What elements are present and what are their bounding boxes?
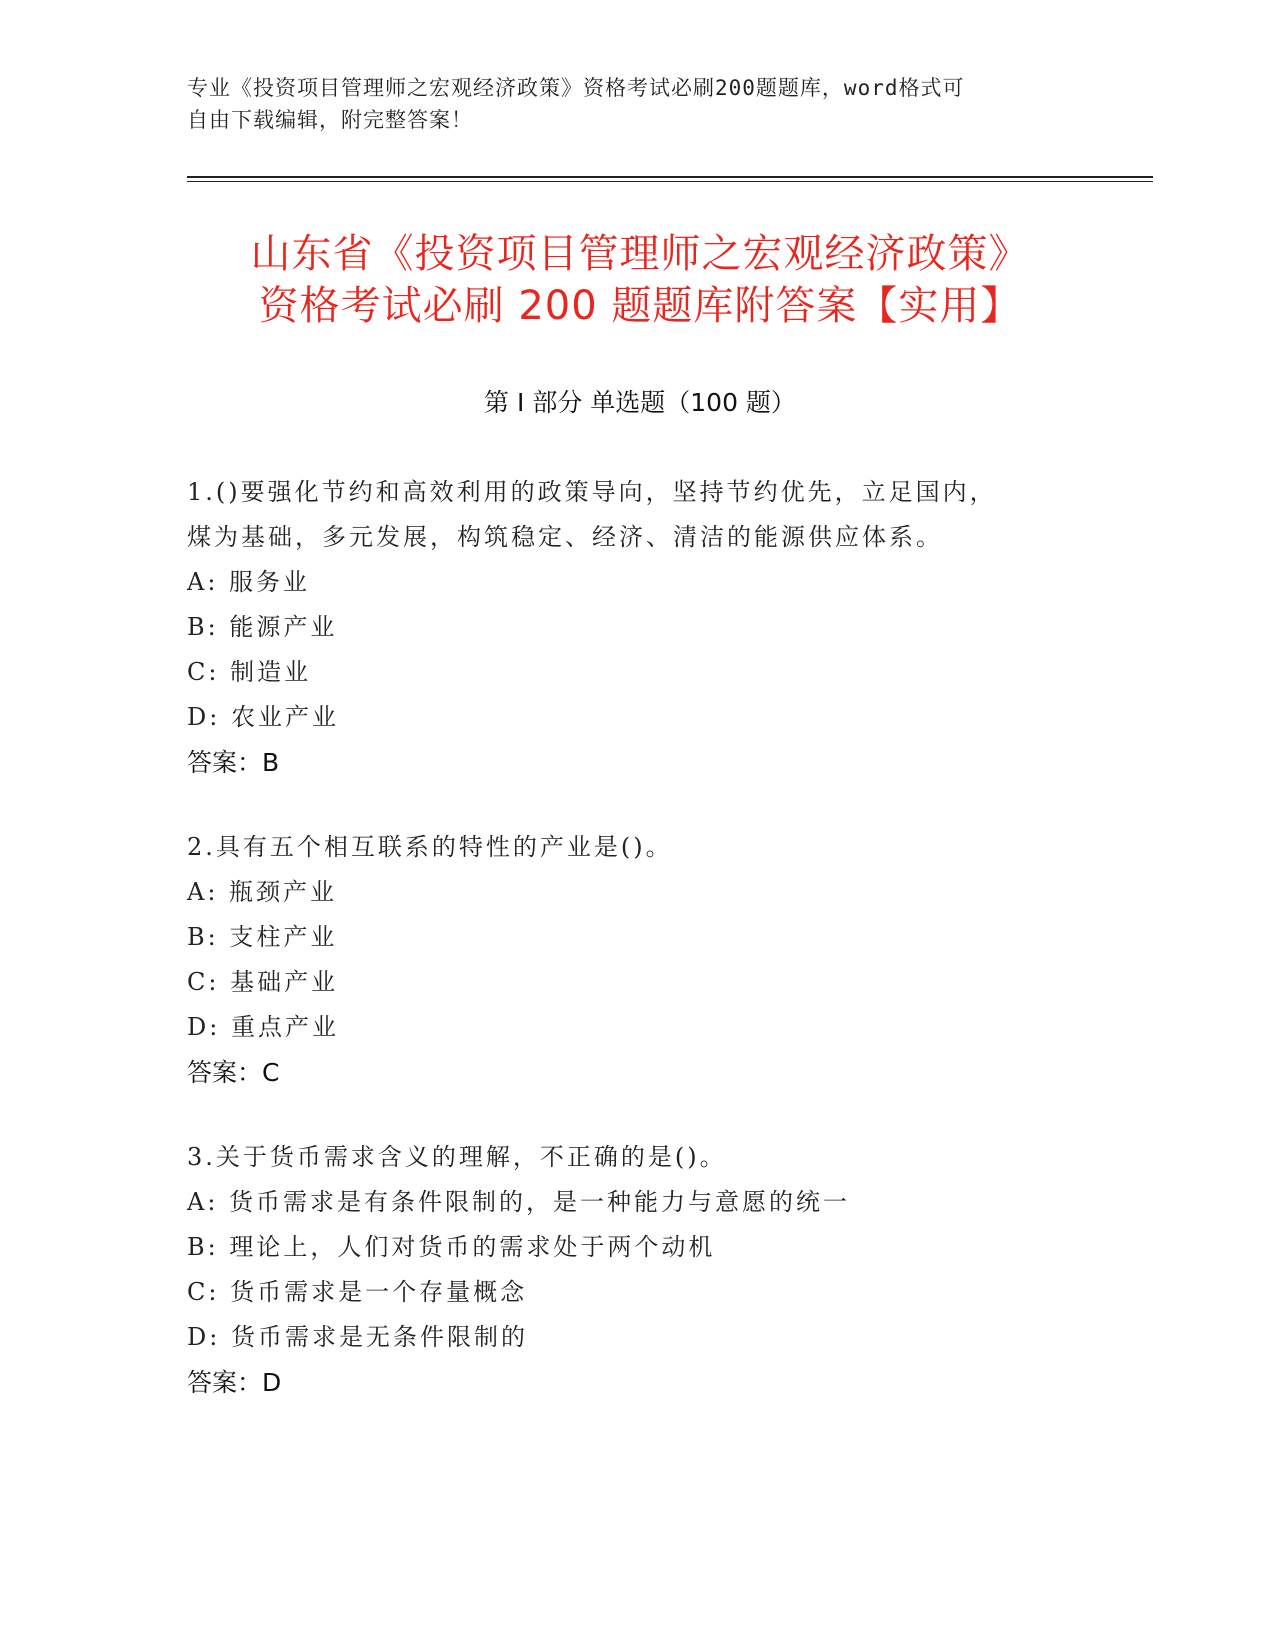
option-b: B: 理论上，人们对货币的需求处于两个动机 [187,1233,716,1261]
question-3 [187,1135,1087,1405]
option-d: D: 农业产业 [187,703,339,731]
answer-line: 答案：B [187,748,280,777]
document-header [187,72,1087,136]
question-stem: 1.()要强化节约和高效利用的政策导向，坚持节约优先，立足国内， [187,478,997,506]
option-b: B: 能源产业 [187,613,338,641]
question-stem-continued: 煤为基础，多元发展，构筑稳定、经济、清洁的能源供应体系。 [187,523,943,551]
option-b: B: 支柱产业 [187,923,338,951]
header-line-1: 专业《投资项目管理师之宏观经济政策》资格考试必刷200题题库，word格式可 [187,76,965,100]
option-d: D: 货币需求是无条件限制的 [187,1323,528,1351]
question-2 [187,825,1087,1095]
header-divider-thick [187,176,1153,178]
title-line-1: 山东省《投资项目管理师之宏观经济政策》 [250,231,1030,277]
option-c: C: 货币需求是一个存量概念 [187,1278,528,1306]
answer-line: 答案：C [187,1058,280,1087]
option-a: A: 服务业 [187,568,311,596]
option-d: D: 重点产业 [187,1013,339,1041]
question-stem: 3.关于货币需求含义的理解，不正确的是()。 [187,1143,727,1171]
header-divider-thin [187,181,1153,182]
option-c: C: 基础产业 [187,968,339,996]
section-heading: 第 I 部分 单选题（100 题） [484,388,796,417]
option-a: A: 货币需求是有条件限制的，是一种能力与意愿的统一 [187,1188,851,1216]
header-line-2: 自由下载编辑，附完整答案！ [187,108,473,132]
question-1 [187,470,1087,785]
answer-line: 答案：D [187,1368,282,1397]
question-list [187,470,1087,1445]
option-a: A: 瓶颈产业 [187,878,338,906]
document-title [160,228,1120,332]
option-c: C: 制造业 [187,658,312,686]
title-line-2: 资格考试必刷 200 题题库附答案【实用】 [258,283,1022,329]
question-stem: 2.具有五个相互联系的特性的产业是()。 [187,833,673,861]
